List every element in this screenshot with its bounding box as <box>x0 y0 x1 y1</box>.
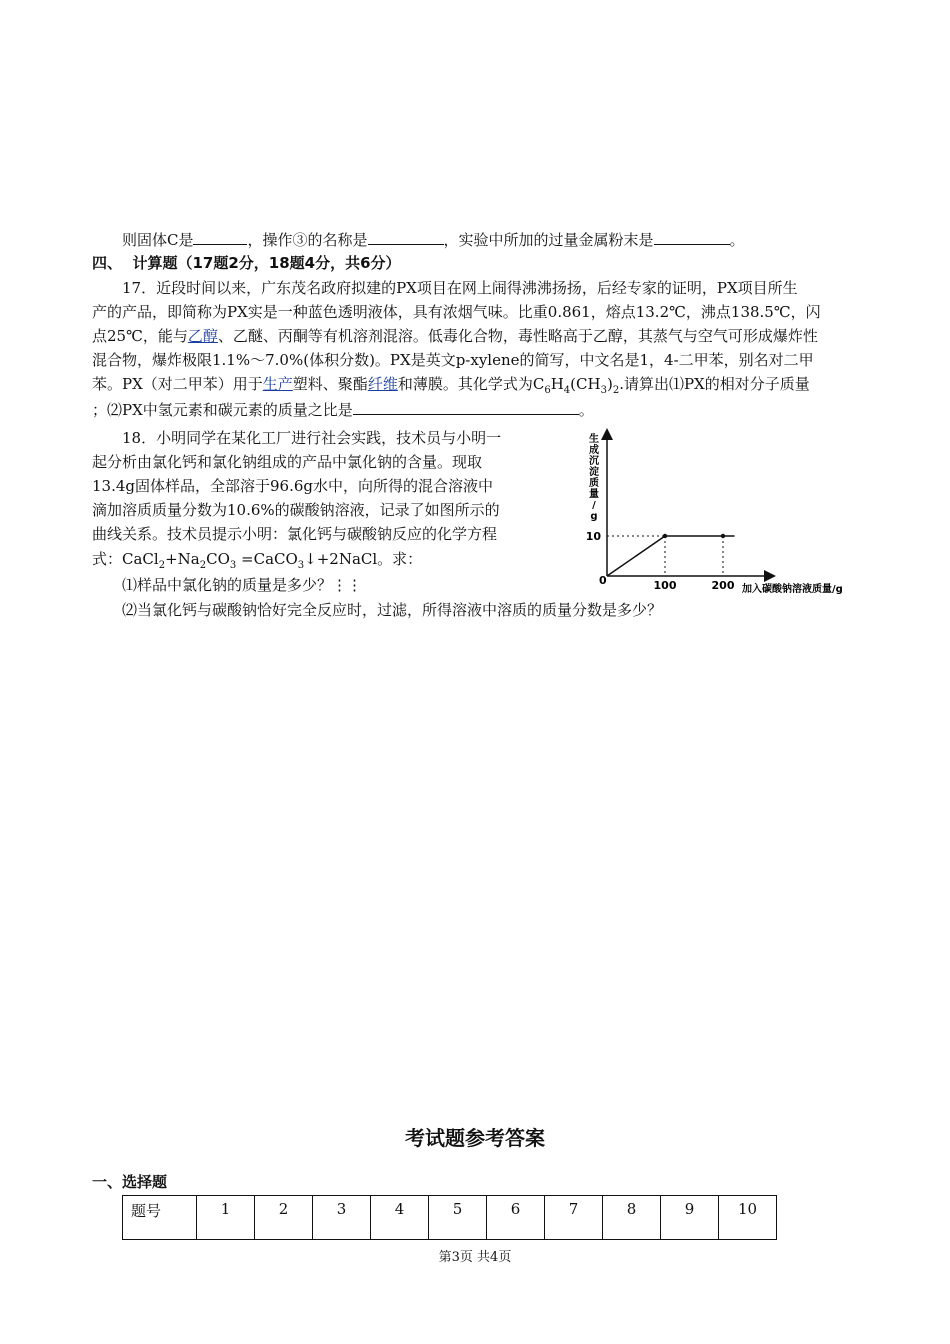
section4-heading <box>92 253 401 273</box>
q17-line6-end: 。 <box>578 401 594 419</box>
table-cell: 10 <box>719 1196 777 1240</box>
table-row <box>123 1196 777 1240</box>
eq-sub-2a: 2 <box>158 560 166 571</box>
q18-sub2: ⑵当氯化钙与碳酸钠恰好完全反应时，过滤，所得溶液中溶质的质量分数是多少？ <box>122 601 663 619</box>
q18-line1: 18．小明同学在某化工厂进行社会实践，技术员与小明一 <box>122 429 502 447</box>
table-cell: 9 <box>661 1196 719 1240</box>
chart-y-tick-label: 10 <box>585 530 601 543</box>
formula-close: ) <box>606 375 613 393</box>
q17-line6-a: ；⑵PX中氢元素和碳元素的质量之比是 <box>92 401 353 419</box>
formula-ch: (CH <box>570 375 601 393</box>
table-cell: 7 <box>545 1196 603 1240</box>
q17-line5-d: .请算出⑴PX的相对分子质量 <box>619 375 810 393</box>
q16-text-a: 则固体C是 <box>122 231 194 249</box>
q16-blank-operation[interactable] <box>368 228 444 245</box>
q17-line5-c: 和薄膜。其化学式为C <box>397 375 545 393</box>
answer-title: 考试题参考答案 <box>405 1126 545 1150</box>
chart-origin: 0 <box>599 574 607 587</box>
chart-xlabel: 加入碳酸钠溶液质量/g <box>742 584 843 595</box>
q17-line5-b: 塑料、聚酯 <box>292 375 368 393</box>
eq-sub-3a: 3 <box>229 560 237 571</box>
precipitate-chart <box>570 428 870 608</box>
table-cell: 2 <box>255 1196 313 1240</box>
q17-line5-a: 苯。PX（对二甲苯）用于 <box>92 375 263 393</box>
eq-part-c: CO <box>206 550 230 568</box>
q17-blank-ratio[interactable] <box>353 398 579 415</box>
q18-line4: 滴加溶质质量分数为10.6%的碳酸钠溶液，记录了如图所示的 <box>92 501 500 519</box>
eq-part-e: ↓+2NaCl。求： <box>304 550 423 568</box>
q18-equation <box>92 549 422 576</box>
q17-line1: 17．近段时间以来，广东茂名政府拟建的PX项目在网上闹得沸沸扬扬，后经专家的证明，PX项目所生 <box>122 279 798 297</box>
eq-part-d: =CaCO <box>236 550 298 568</box>
eq-part-a: 式：CaCl <box>92 550 159 568</box>
table-cell: 8 <box>603 1196 661 1240</box>
table-cell: 6 <box>487 1196 545 1240</box>
q16-text-b: ，操作③的名称是 <box>247 231 368 249</box>
q18-line5: 曲线关系。技术员提示小明：氯化钙与碳酸钠反应的化学方程 <box>92 525 498 543</box>
formula-h: H <box>550 375 564 393</box>
chart-ylabel: 生成沉淀质量/ g <box>589 434 599 522</box>
q16-blank-metal[interactable] <box>654 228 730 245</box>
table-cell: 3 <box>313 1196 371 1240</box>
formula-sub-2: 2 <box>612 385 620 396</box>
q17-line5 <box>92 374 810 401</box>
chart-x-tick-label: 200 <box>711 579 735 592</box>
eq-part-b: +Na <box>165 550 200 568</box>
link-fiber[interactable]: 纤维 <box>367 375 398 393</box>
chart-series-line <box>607 536 735 576</box>
q18-line3: 13.4g固体样品，全部溶于96.6g水中，向所得的混合溶液中 <box>92 477 494 495</box>
q16-text-c: ，实验中所加的过量金属粉末是 <box>443 231 654 249</box>
formula-sub-6: 6 <box>544 385 551 396</box>
q17-line3 <box>92 326 818 346</box>
q16-tail-line <box>122 228 745 250</box>
table-cell: 题号 <box>123 1196 197 1240</box>
q18-line2: 起分析由氯化钙和氯化钠组成的产品中氯化钠的含量。现取 <box>92 453 483 471</box>
chart-x-tick-label: 100 <box>653 579 677 592</box>
q16-text-end: 。 <box>729 231 745 249</box>
q17-line4: 混合物，爆炸极限1.1%～7.0%(体积分数)。PX是英文p-xylene的简写，中文名是1，4-二甲苯，别名对二甲 <box>92 351 814 369</box>
answer-table <box>122 1195 777 1240</box>
table-cell: 1 <box>197 1196 255 1240</box>
section4-title: 计算题（17题2分，18题4分，共6分） <box>132 254 401 272</box>
link-ethanol[interactable]: 乙醇 <box>187 327 218 345</box>
q17-line6 <box>92 398 594 420</box>
formula-sub-4: 4 <box>563 385 571 396</box>
formula-sub-3: 3 <box>600 385 607 396</box>
eq-sub-3b: 3 <box>297 560 305 571</box>
q17-line3-b: 、乙醚、丙酮等有机溶剂混溶。低毒化合物，毒性略高于乙醇，其蒸气与空气可形成爆炸性 <box>217 327 818 345</box>
q18-sub1: ⑴样品中氯化钠的质量是多少？⋮⋮ <box>122 576 363 594</box>
eq-sub-2b: 2 <box>199 560 207 571</box>
q17-line2: 产的产品，即简称为PX实是一种蓝色透明液体，具有浓烟气味。比重0.861，熔点13.2℃，沸点138.5℃，闪 <box>92 303 821 321</box>
section4-number: 四、 <box>92 254 123 272</box>
page-footer: 第3页 共4页 <box>438 1250 512 1265</box>
q16-blank-solid-c[interactable] <box>193 228 247 245</box>
link-production[interactable]: 生产 <box>262 375 293 393</box>
q17-line3-a: 点25℃，能与 <box>92 327 188 345</box>
table-cell: 4 <box>371 1196 429 1240</box>
chart-point <box>663 534 667 538</box>
chart-point <box>721 534 725 538</box>
table-cell: 5 <box>429 1196 487 1240</box>
answer-section1: 一、选择题 <box>92 1173 168 1191</box>
